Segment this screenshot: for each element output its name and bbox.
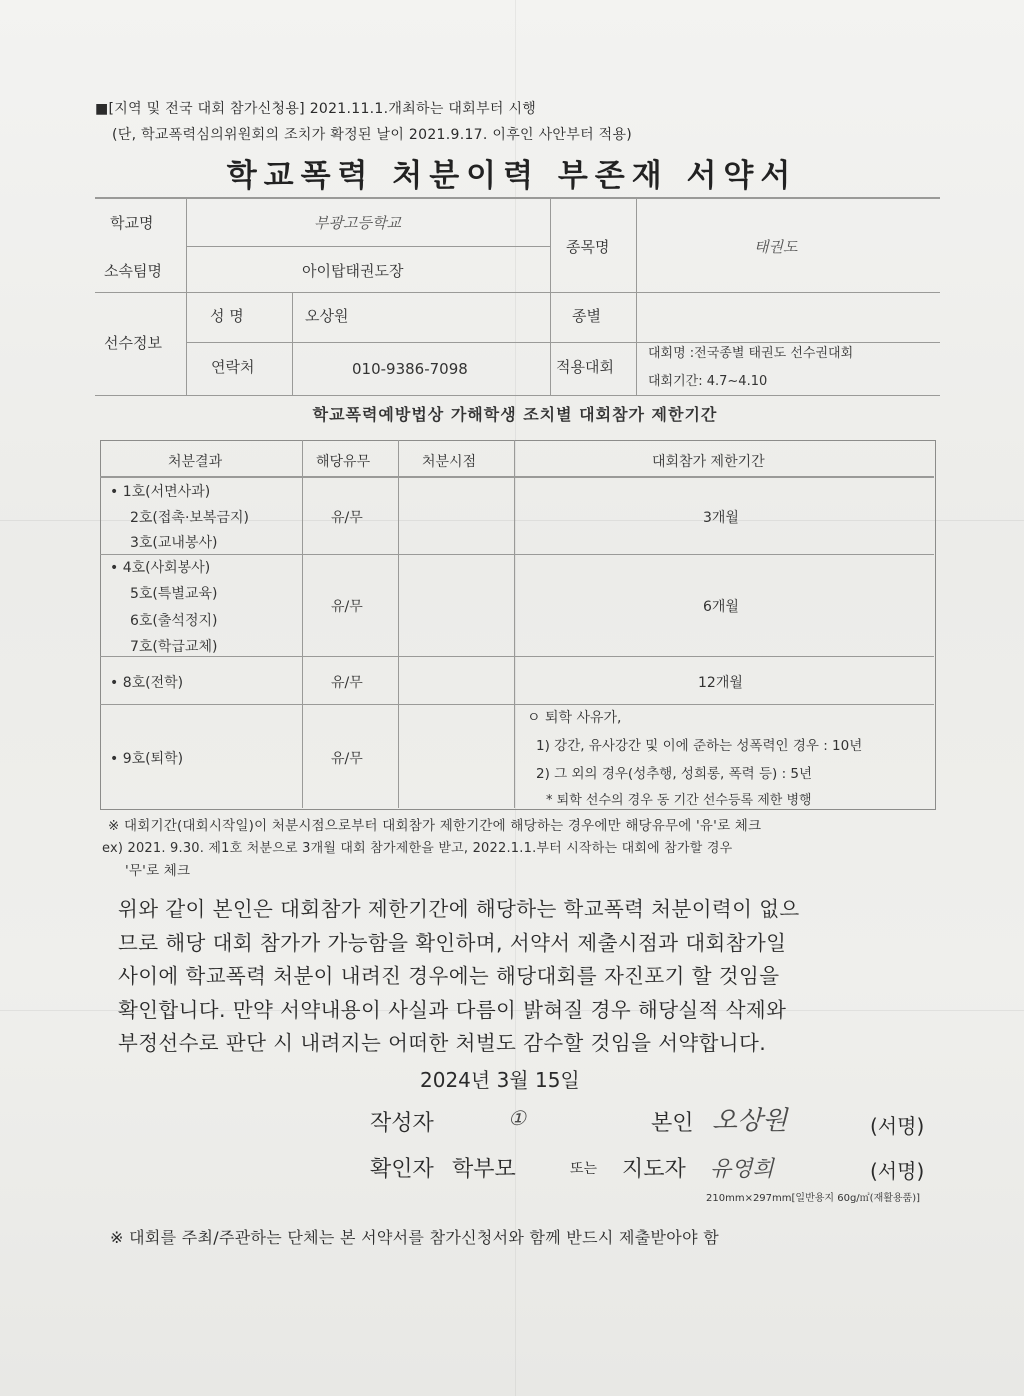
expulsion-note-line: ㅇ 퇴학 사유가,	[527, 710, 622, 726]
parent-label: 학부모	[452, 1157, 516, 1182]
coach-label: 지도자	[622, 1157, 686, 1182]
result-item: 3호(교내봉사)	[130, 535, 218, 551]
or-label: 또는	[570, 1161, 598, 1177]
info-table-rule	[292, 292, 293, 395]
period-value: 6개월	[703, 599, 739, 615]
result-item: 7호(학급교체)	[130, 639, 218, 655]
pledge-date: 2024년 3월 15일	[420, 1068, 580, 1092]
confirmer-label: 확인자	[370, 1157, 434, 1182]
self-label: 본인	[651, 1111, 694, 1136]
pledge-line: 므로 해당 대회 참가가 가능함을 확인하며, 서약서 제출시점과 대회참가일	[118, 930, 787, 955]
info-table-rule	[95, 292, 940, 293]
period-value: 3개월	[703, 510, 739, 526]
info-table-rule	[636, 197, 637, 395]
confirmer-signature: 유영희	[710, 1157, 774, 1182]
author-label: 작성자	[370, 1111, 434, 1136]
result-item: • 4호(사회봉사)	[110, 560, 211, 576]
col-header-result: 처분결과	[168, 454, 223, 470]
expulsion-note-line: 1) 강간, 유사강간 및 이에 준하는 성폭력인 경우 : 10년	[536, 738, 863, 754]
self-sign-label: (서명)	[870, 1114, 925, 1138]
contact-label: 연락처	[211, 358, 255, 376]
col-header-period: 대회참가 제한기간	[652, 454, 765, 470]
note-1: ※ 대회기간(대회시작일)이 처분시점으로부터 대회참가 제한기간에 해당하는 경우에만 해당유무에 '유'로 체크	[108, 818, 762, 834]
yesno-value: 유/무	[331, 751, 363, 767]
pledge-paragraph	[118, 893, 948, 1061]
restriction-table-header-rule	[100, 476, 934, 478]
result-item: • 1호(서면사과)	[110, 484, 211, 500]
restriction-table-rule	[514, 440, 515, 808]
result-item: • 8호(전학)	[110, 675, 184, 691]
document-title: 학교폭력 처분이력 부존재 서약서	[226, 158, 798, 194]
pledge-line: 위와 같이 본인은 대회참가 제한기간에 해당하는 학교폭력 처분이력이 없으	[118, 897, 800, 921]
header-line-2: (단, 학교폭력심의위원회의 조치가 확정된 날이 2021.9.17. 이후인 사안부터 적용)	[112, 127, 633, 143]
contact-value: 010-9386-7098	[352, 360, 468, 378]
restriction-table-rule	[302, 440, 303, 808]
col-header-applicable: 해당유무	[316, 454, 371, 470]
self-signature: 오상원	[712, 1106, 788, 1136]
info-table-rule	[186, 197, 187, 395]
player-info-label: 선수정보	[104, 334, 162, 352]
info-table-border	[95, 197, 940, 199]
restriction-table-rule	[100, 554, 934, 555]
yesno-value: 유/무	[331, 675, 363, 691]
name-value: 오상원	[305, 307, 349, 325]
team-label: 소속팀명	[104, 262, 162, 280]
school-label: 학교명	[110, 214, 154, 232]
result-item: 6호(출석정지)	[130, 613, 218, 629]
confirmer-sign-label: (서명)	[870, 1159, 925, 1183]
competition-name: 대회명 :전국종별 태권도 선수권대회	[648, 346, 854, 361]
footer-note: ※ 대회를 주최/주관하는 단체는 본 서약서를 참가신청서와 함께 반드시 제출받아야 함	[110, 1228, 719, 1247]
expulsion-note-line: * 퇴학 선수의 경우 동 기간 선수등록 제한 병행	[546, 793, 812, 808]
event-label: 종목명	[566, 238, 610, 256]
author-mark: ①	[508, 1106, 526, 1130]
yesno-value: 유/무	[331, 510, 363, 526]
result-item: • 9호(퇴학)	[110, 751, 184, 767]
restriction-table	[100, 440, 936, 810]
event-value: 태권도	[754, 238, 798, 256]
restriction-table-rule	[398, 440, 399, 808]
competition-period: 대회기간: 4.7~4.10	[648, 374, 768, 389]
info-table-border	[95, 395, 940, 396]
period-value: 12개월	[698, 675, 743, 691]
note-3: '무'로 체크	[125, 863, 191, 879]
pledge-line: 부정선수로 판단 시 내려지는 어떠한 처벌도 감수할 것임을 서약합니다.	[118, 1031, 767, 1055]
info-table-rule	[186, 246, 550, 247]
pledge-line: 확인합니다. 만약 서약내용이 사실과 다름이 밝혀질 경우 해당실적 삭제와	[118, 997, 787, 1022]
note-2: ex) 2021. 9.30. 제1호 처분으로 3개월 대회 참가제한을 받고, 2022.1.1.부터 시작하는 대회에 참가할 경우	[102, 841, 733, 856]
apply-competition-label: 적용대회	[556, 358, 614, 376]
col-header-time: 처분시점	[422, 454, 477, 470]
restriction-table-rule	[100, 656, 934, 657]
pledge-line: 사이에 학교폭력 처분이 내려진 경우에는 해당대회를 자진포기 할 것임을	[118, 964, 780, 988]
header-line-1: ■[지역 및 전국 대회 참가신청용] 2021.11.1.개최하는 대회부터 시행	[95, 101, 537, 117]
result-item: 5호(특별교육)	[130, 586, 218, 602]
expulsion-note-line: 2) 그 외의 경우(성추행, 성희롱, 폭력 등) : 5년	[536, 766, 813, 782]
restriction-table-rule	[100, 704, 934, 705]
team-value: 아이탑태권도장	[302, 262, 404, 280]
name-label: 성 명	[210, 307, 244, 325]
result-item: 2호(접촉·보복금지)	[130, 510, 249, 526]
restriction-subtitle: 학교폭력예방법상 가해학생 조치별 대회참가 제한기간	[312, 405, 718, 424]
category-label: 종별	[572, 307, 601, 325]
school-value: 부광고등학교	[314, 214, 401, 232]
info-table-rule	[550, 197, 551, 395]
yesno-value: 유/무	[331, 599, 363, 615]
paper-spec: 210mm×297mm[일반용지 60g/㎡(재활용품)]	[706, 1193, 921, 1204]
